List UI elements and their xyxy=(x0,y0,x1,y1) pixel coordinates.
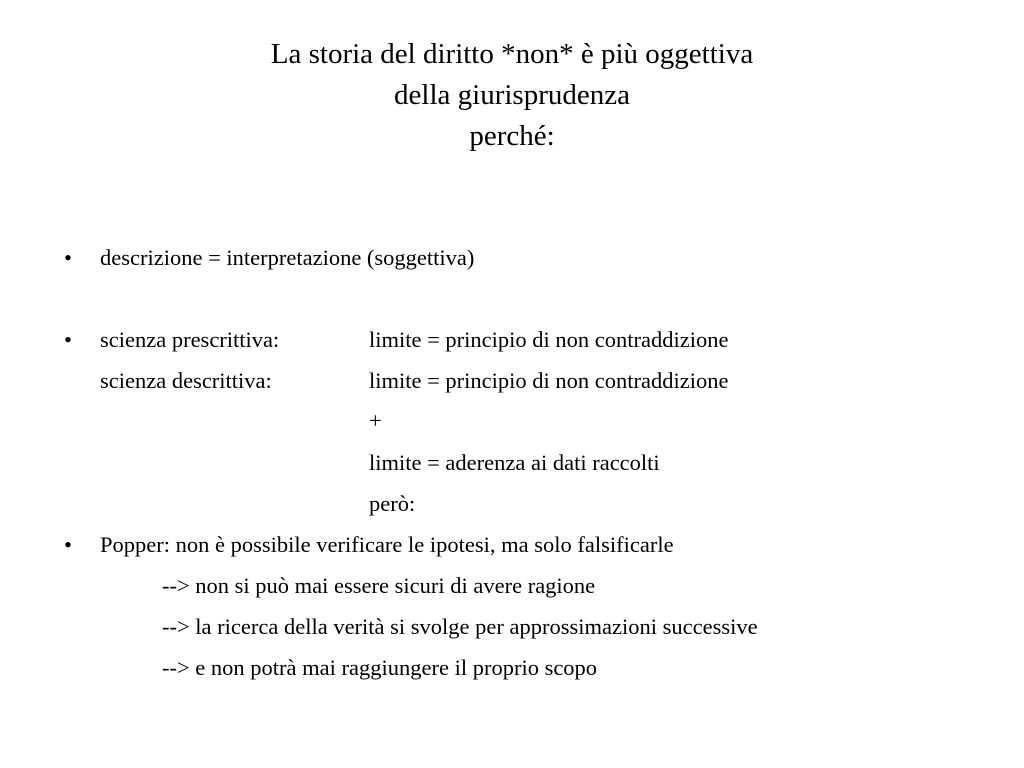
title-line-2: della giurisprudenza xyxy=(394,79,630,111)
bullet-3: • xyxy=(64,532,72,557)
value-scienza-prescrittiva: limite = principio di non contraddizione xyxy=(369,327,729,352)
bullet-2: • xyxy=(64,327,72,352)
pero-label: però: xyxy=(369,491,416,516)
label-scienza-prescrittiva: scienza prescrittiva: xyxy=(100,327,280,352)
title-line-1: La storia del diritto *non* è più oggettiva xyxy=(270,38,754,70)
plus-sign: + xyxy=(369,408,382,433)
title-line-3: perché: xyxy=(469,120,555,152)
value-aderenza: limite = aderenza ai dati raccolti xyxy=(369,450,660,475)
popper-sub-1: --> non si può mai essere sicuri di avere ragione xyxy=(162,573,596,598)
item-descrizione: descrizione = interpretazione (soggettiva) xyxy=(100,245,475,270)
popper-sub-3: --> e non potrà mai raggiungere il proprio scopo xyxy=(162,655,598,680)
value-scienza-descrittiva: limite = principio di non contraddizione xyxy=(369,368,729,393)
item-popper: Popper: non è possibile verificare le ipotesi, ma solo falsificarle xyxy=(100,532,674,557)
bullet-1: • xyxy=(64,245,72,270)
label-scienza-descrittiva: scienza descrittiva: xyxy=(100,368,272,393)
slide-title xyxy=(0,34,1024,157)
popper-sub-2: --> la ricerca della verità si svolge per approssimazioni successive xyxy=(162,614,758,639)
